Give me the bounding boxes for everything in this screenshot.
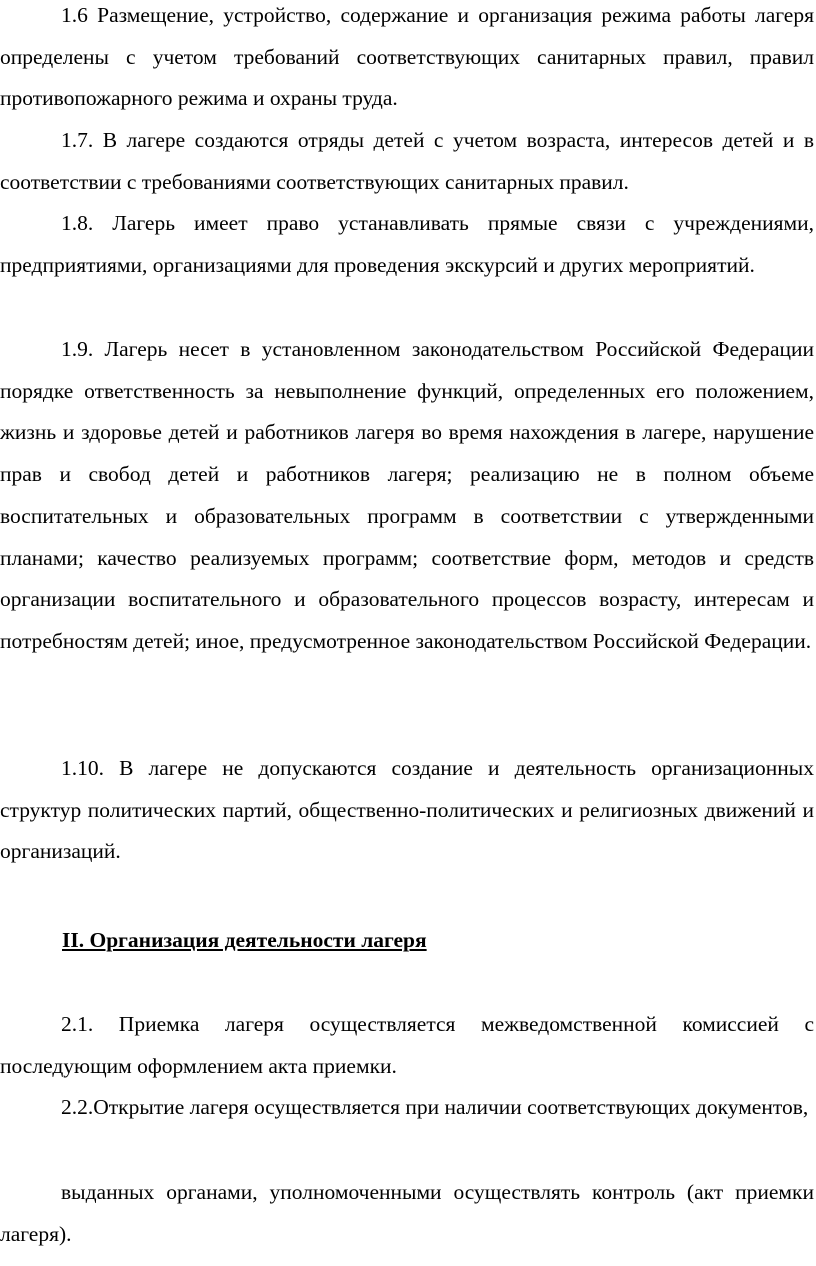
paragraph-2-1: 2.1. Приемка лагеря осуществляется межведомственной комиссией с последующим оформлением акта приемки. [0, 1012, 814, 1078]
paragraph-2-2: 2.2.Открытие лагеря осуществляется при наличии соответствующих документов, [61, 1095, 809, 1119]
section-heading: II. Организация деятельности лагеря [62, 928, 427, 952]
paragraph-1-9: 1.9. Лагерь несет в установленном законодательством Российской Федерации порядке ответственность за невыполнение функций, определенных его положением, жизнь и здоровье детей и работников лагеря во время нахождения в лагере, нарушение прав и свобод детей и работников лагеря; реализацию не в полном объеме воспитательных и образовательных программ в соответствии с утвержденными планами; качество реализуемых программ; соответствие форм, методов и средств организации воспитательного и образовательного процессов возрасту, интересам и потребностям детей; иное, предусмотренное законодательством Российской Федерации. [0, 337, 814, 653]
paragraph-1-6: 1.6 Размещение, устройство, содержание и организация режима работы лагеря определены с учетом требований соответствующих санитарных правил, правил противопожарного режима и охраны труда. [0, 3, 814, 111]
paragraph-2-2-continued: выданных органами, уполномоченными осуществлять контроль (акт приемки лагеря). [0, 1180, 814, 1246]
paragraph-1-7: 1.7. В лагере создаются отряды детей с учетом возраста, интересов детей и в соответствии с требованиями соответствующих санитарных правил. [0, 128, 814, 194]
paragraph-1-8: 1.8. Лагерь имеет право устанавливать прямые связи с учреждениями, предприятиями, организациями для проведения экскурсий и других мероприятий. [0, 211, 814, 277]
paragraph-1-10: 1.10. В лагере не допускаются создание и деятельность организационных структур политических партий, общественно-политических и религиозных движений и организаций. [0, 756, 814, 864]
